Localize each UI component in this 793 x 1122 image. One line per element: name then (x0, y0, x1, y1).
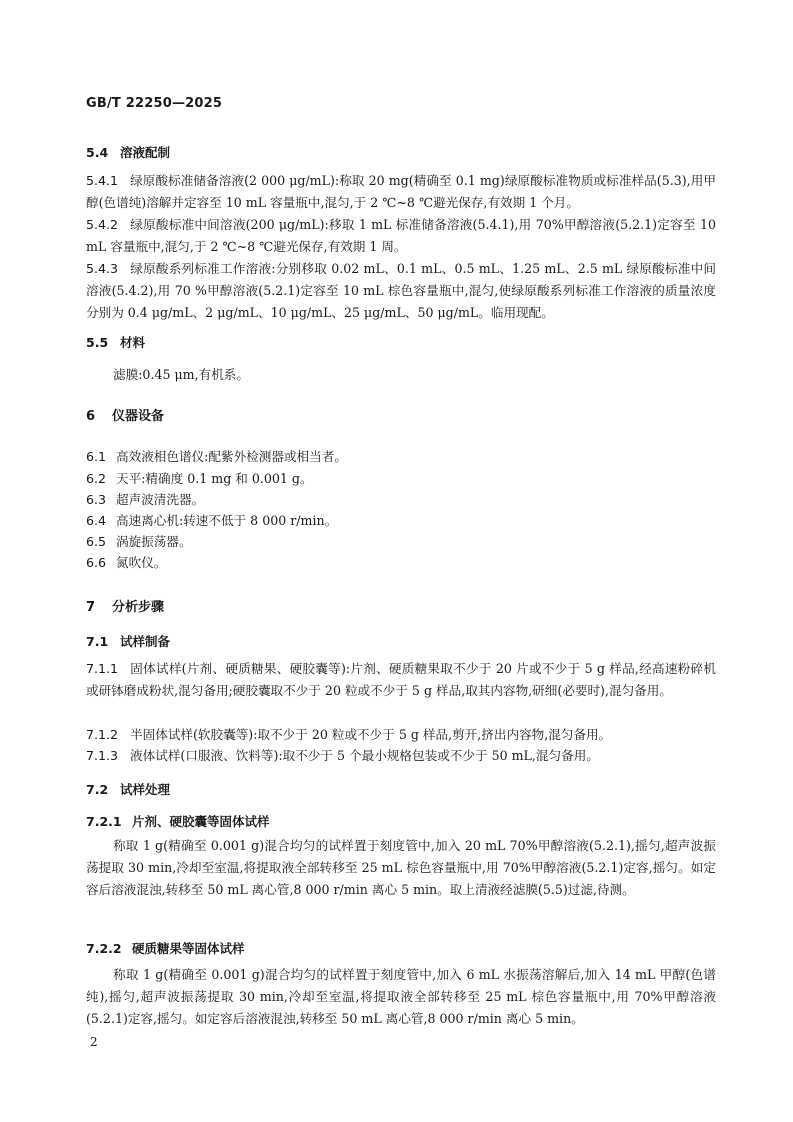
equipment-item (86, 510, 337, 529)
clause-7-1-3 (86, 745, 716, 767)
materials-text: 滤膜:0.45 μm,有机系。 (113, 367, 249, 382)
clause-5-4-1 (86, 170, 716, 214)
section-7-heading (86, 596, 164, 615)
clause-text: 绿原酸标准中间溶液(200 μg/mL):移取 1 mL 标准储备溶液(5.4.1),用 70%甲醇溶液(5.2.1)定容至 10 mL 容量瓶中,混匀,于 2 ℃~8 ℃避光保存,有效期 1 周。 (86, 217, 716, 255)
section-title: 仪器设备 (112, 409, 165, 424)
section-7-2-heading (86, 780, 170, 798)
section-6-heading (86, 405, 164, 424)
section-number: 5.4 (86, 145, 109, 160)
section-title: 试样制备 (120, 634, 171, 649)
item-number: 6.4 (86, 513, 107, 528)
section-5-5-heading (86, 333, 145, 351)
section-number: 7.2.1 (86, 814, 122, 829)
section-number: 6 (86, 409, 96, 424)
section-number: 7 (86, 600, 96, 615)
equipment-item (86, 531, 192, 550)
equipment-item (86, 489, 204, 508)
section-7-2-1-heading (86, 812, 270, 830)
item-text: 超声波清洗器。 (116, 492, 205, 507)
section-title: 材料 (120, 335, 146, 350)
item-text: 氮吹仪。 (116, 555, 167, 570)
clause-text: 绿原酸标准储备溶液(2 000 μg/mL):称取 20 mg(精确至 0.1 mg)绿原酸标准物质或标准样品(5.3),用甲醇(色谱纯)溶解并定容至 10 mL 容量瓶中,混匀,于 2 ℃~8 ℃避光保存,有效期 1 个月。 (86, 173, 716, 211)
clause-number: 5.4.3 (86, 261, 119, 276)
section-number: 7.2.2 (86, 941, 122, 956)
standard-code: GB/T 22250—2025 (86, 96, 223, 111)
item-number: 6.5 (86, 534, 107, 549)
clause-text: 半固体试样(软胶囊等):取不少于 20 粒或不少于 5 g 样品,剪开,挤出内容物,混匀备用。 (130, 727, 612, 742)
section-7-1-heading (86, 632, 170, 650)
clause-7-2-2-text: 称取 1 g(精确至 0.001 g)混合均匀的试样置于刻度管中,加入 6 mL 水振荡溶解后,加入 14 mL 甲醇(色谱纯),摇匀,超声波振荡提取 30 min,冷却至室温,将提取液全部转移至 25 mL 棕色容量瓶中,用 70%甲醇溶液(5.2.1)定容,摇匀。如定容后溶液混浊,转移至 50 mL 离心管,8 000 r/min 离心 5 min。 (86, 967, 716, 1027)
section-title: 试样处理 (120, 782, 171, 797)
clause-number: 7.1.2 (86, 727, 119, 742)
page-number: 2 (90, 1035, 98, 1049)
clause-number: 5.4.1 (86, 173, 119, 188)
item-text: 天平:精确度 0.1 mg 和 0.001 g。 (116, 471, 313, 486)
equipment-item (86, 446, 347, 465)
item-number: 6.3 (86, 492, 107, 507)
clause-7-1-2 (86, 724, 716, 746)
section-number: 7.2 (86, 782, 109, 797)
clause-text: 固体试样(片剂、硬质糖果、硬胶囊等):片剂、硬质糖果取不少于 20 片或不少于 5 g 样品,经高速粉碎机或研钵磨成粉状,混匀备用;硬胶囊取不少于 20 粒或不少于 5 g 样品,取其内容物,研细(必要时),混匀备用。 (86, 661, 716, 699)
section-number: 5.5 (86, 335, 109, 350)
section-title: 溶液配制 (120, 145, 171, 160)
equipment-item (86, 552, 166, 571)
clause-7-1-1 (86, 658, 716, 702)
section-number: 7.1 (86, 634, 109, 649)
item-text: 涡旋振荡器。 (116, 534, 192, 549)
clause-number: 5.4.2 (86, 217, 119, 232)
section-5-4-heading (86, 143, 170, 161)
section-7-2-2-heading (86, 939, 245, 957)
clause-7-2-1-text: 称取 1 g(精确至 0.001 g)混合均匀的试样置于刻度管中,加入 20 mL 70%甲醇溶液(5.2.1),摇匀,超声波振荡提取 30 min,冷却至室温,将提取液全部转移至 25 mL 棕色容量瓶中,用 70%甲醇溶液(5.2.1)定容,摇匀。如定容后溶液混浊,转移至 50 mL 离心管,8 000 r/min 离心 5 min。取上清液经滤膜(5.5)过滤,待测。 (86, 838, 716, 898)
clause-text: 绿原酸系列标准工作溶液:分别移取 0.02 mL、0.1 mL、0.5 mL、1.25 mL、2.5 mL 绿原酸标准中间溶液(5.4.2),用 70 %甲醇溶液(5.2.1)定容至 10 mL 棕色容量瓶中,混匀,使绿原酸系列标准工作溶液的质量浓度分别为 0.4 μg/mL、2 μg/mL、10 μg/mL、25 μg/mL、50 μg/mL。临用现配。 (86, 261, 716, 321)
item-text: 高速离心机:转速不低于 8 000 r/min。 (116, 513, 338, 528)
equipment-item (86, 468, 313, 487)
item-number: 6.2 (86, 471, 107, 486)
clause-number: 7.1.3 (86, 748, 119, 763)
section-title: 分析步骤 (112, 600, 165, 615)
section-title: 硬质糖果等固体试样 (132, 941, 245, 956)
clause-5-4-3 (86, 258, 716, 325)
clause-number: 7.1.1 (86, 661, 119, 676)
item-text: 高效液相色谱仪:配紫外检测器或相当者。 (116, 449, 347, 464)
section-title: 片剂、硬胶囊等固体试样 (132, 814, 270, 829)
item-number: 6.1 (86, 449, 107, 464)
clause-text: 液体试样(口服液、饮料等):取不少于 5 个最小规格包装或不少于 50 mL,混匀备用。 (130, 748, 599, 763)
item-number: 6.6 (86, 555, 107, 570)
clause-5-4-2 (86, 214, 716, 258)
